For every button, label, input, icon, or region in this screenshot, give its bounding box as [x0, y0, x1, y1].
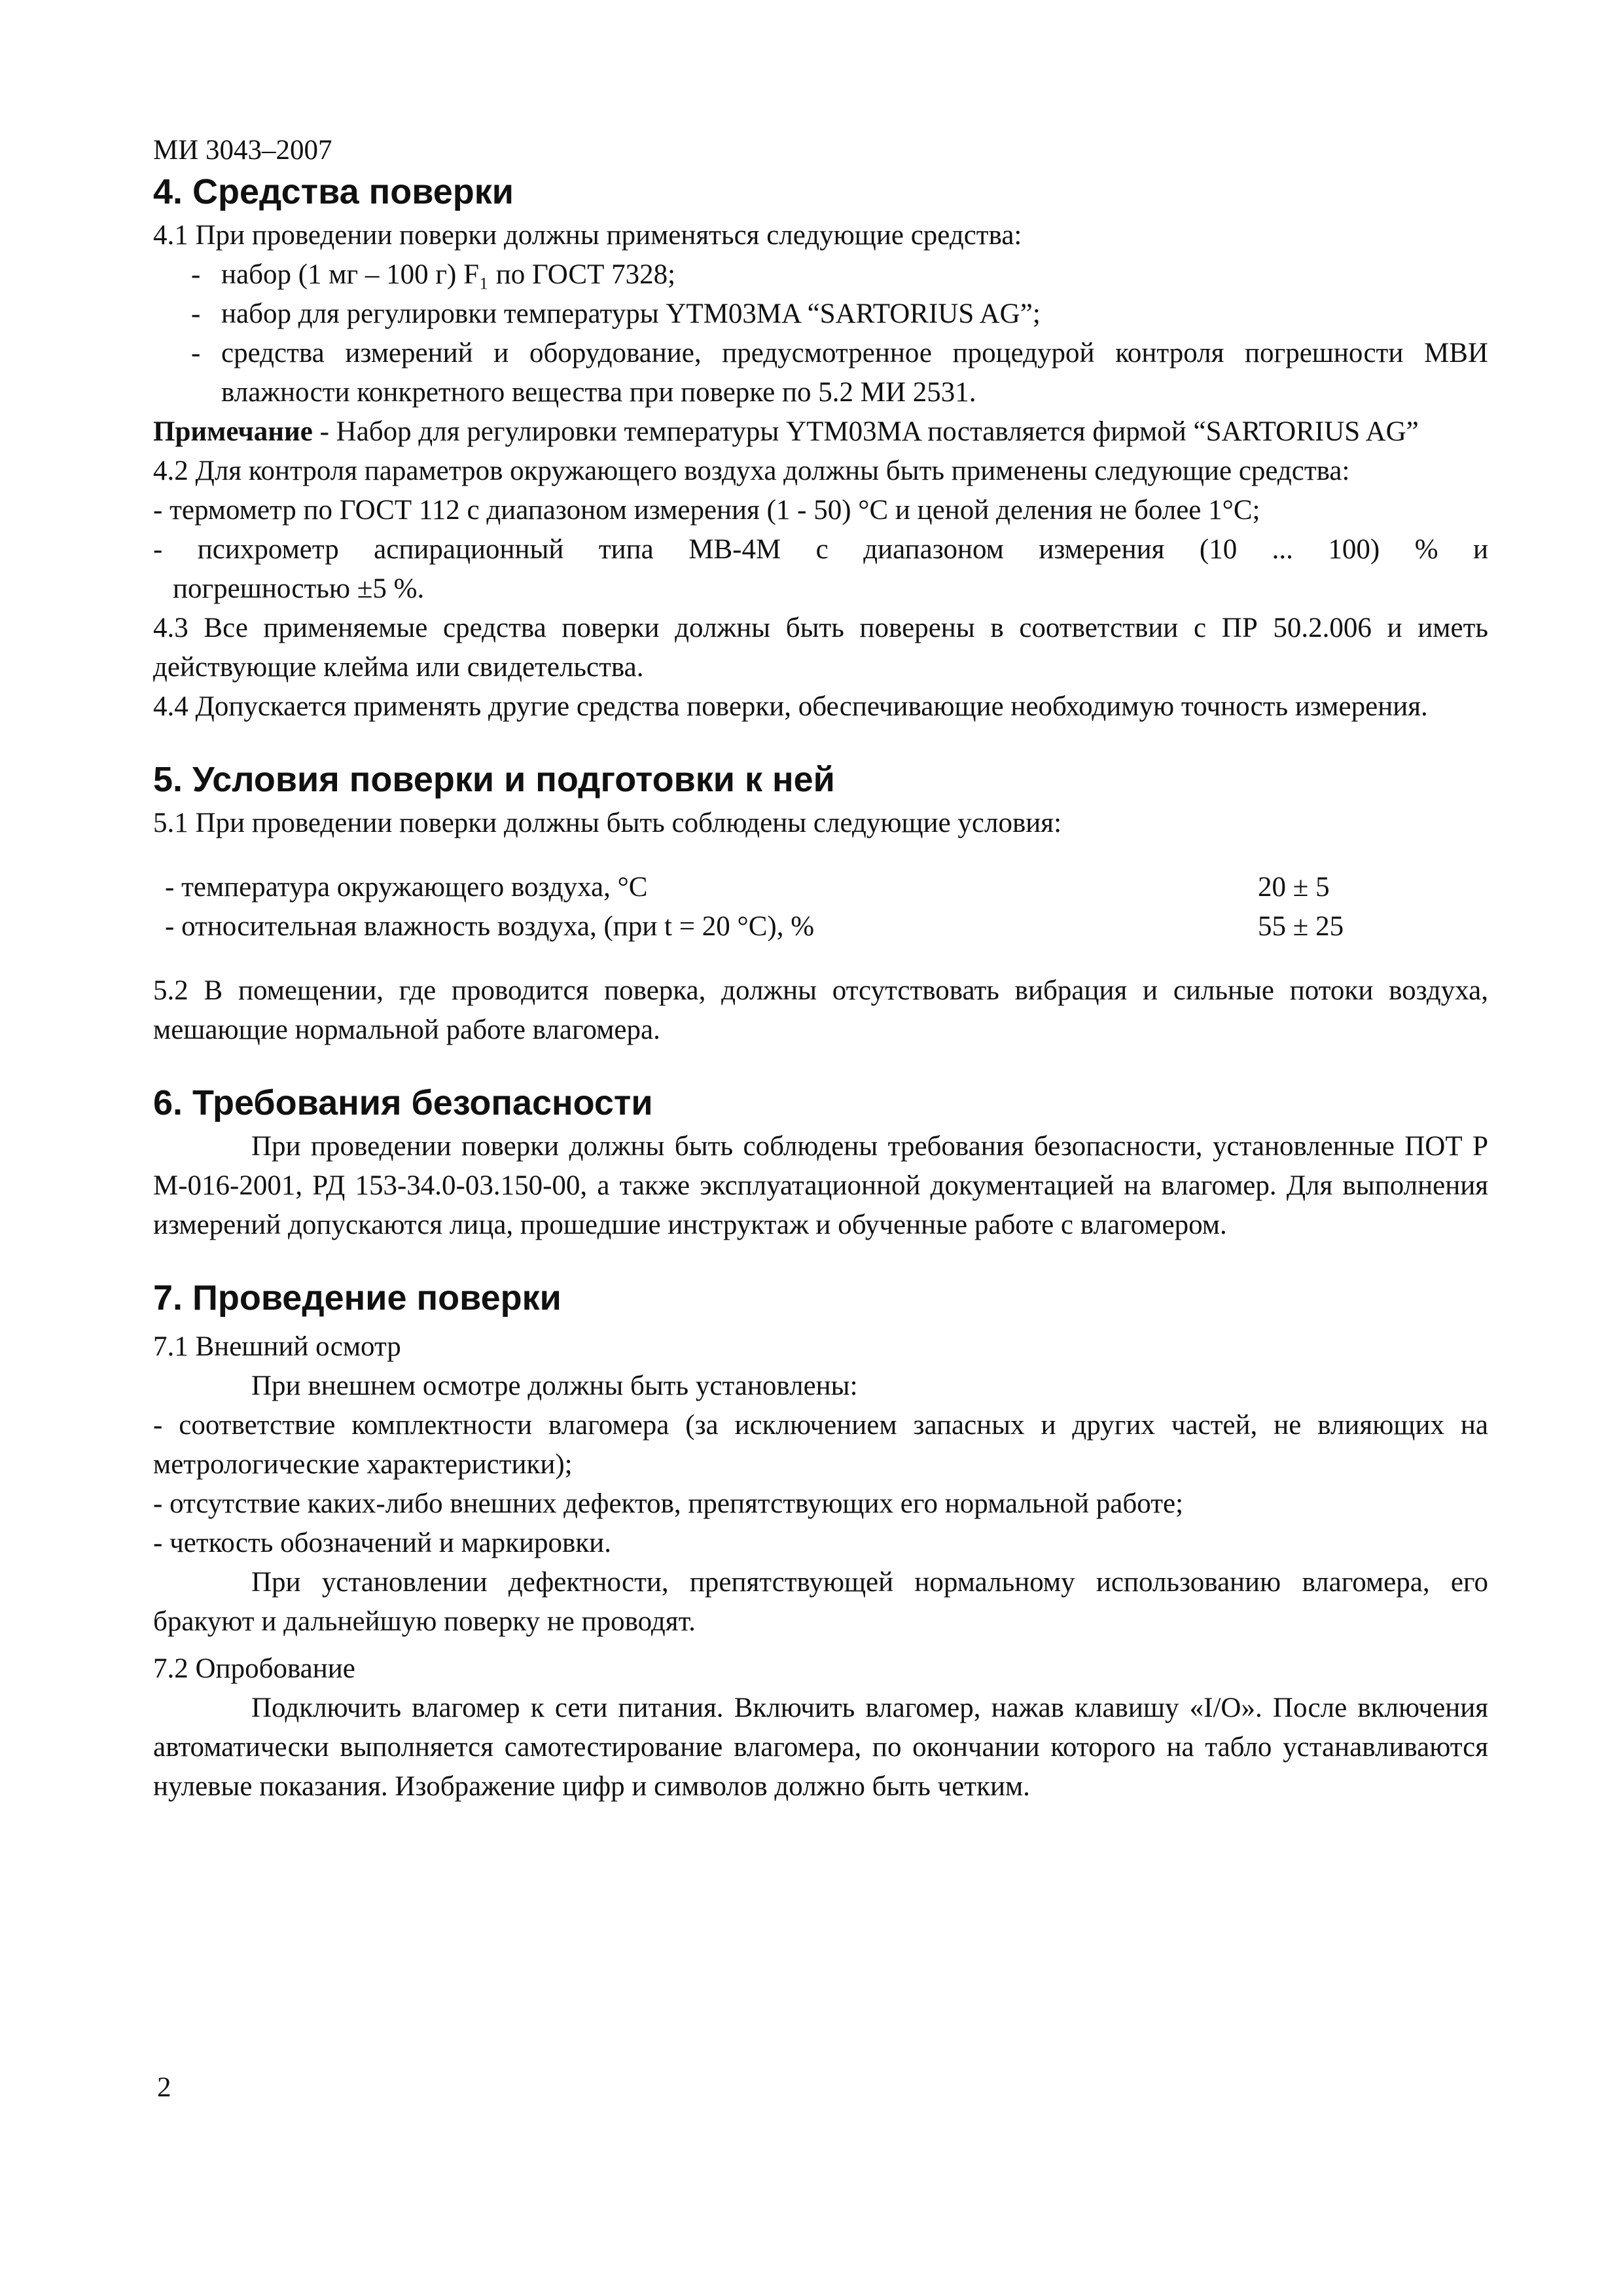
condition-label: - относительная влажность воздуха, (при t = 20 °С), % [165, 911, 815, 942]
list-item: - отсутствие каких-либо внешних дефектов, препятствующих его нормальной работе; [153, 1488, 1184, 1519]
subsection-7-2-title: 7.2 Опробование [153, 1653, 355, 1684]
paragraph-4-2: 4.2 Для контроля параметров окружающего воздуха должны быть применены следующие средства: [153, 456, 1350, 486]
note-text: - Набор для регулировки температуры YTM03MA поставляется фирмой “SARTORIUS AG” [312, 416, 1419, 447]
conditions-table [165, 868, 1421, 946]
list-item: - набор для регулировки температуры YTM03MA “SARTORIUS AG”; [191, 295, 1488, 334]
paragraph-5-2: 5.2 В помещении, где проводится поверка, должны отсутствовать вибрация и сильные потоки воздуха, мешающие нормальной работе влагомера. [153, 975, 1488, 1045]
list-item: - четкость обозначений и маркировки. [153, 1528, 611, 1558]
page-number: 2 [157, 2072, 171, 2103]
section-5-title: 5. Условия поверки и подготовки к ней [153, 760, 835, 799]
table-row [165, 907, 1421, 946]
paragraph-7-2: Подключить влагомер к сети питания. Включить влагомер, нажав клавишу «I/O». После включения автоматически выполняется самотестирование влагомера, по окончании которого на табло устанавливаются нулевые показания. Изображение цифр и символов должно быть четким. [153, 1693, 1488, 1802]
list-4-1 [153, 255, 1488, 412]
section-6-title: 6. Требования безопасности [153, 1083, 653, 1122]
list-item-continuation: погрешностью ±5 %. [173, 573, 425, 604]
list-item: - средства измерений и оборудование, предусмотренное процедурой контроля погрешности МВИ влажности конкретного вещества при поверке по 5.2 МИ 2531. [191, 334, 1488, 412]
subsection-7-1-title: 7.1 Внешний осмотр [153, 1331, 401, 1362]
section-4-title: 4. Средства поверки [153, 172, 514, 211]
note-label: Примечание [153, 416, 313, 447]
table-row [165, 868, 1421, 907]
list-item: - набор (1 мг – 100 г) F₁ по ГОСТ 7328; [191, 255, 1488, 295]
condition-value: 55 ± 25 [1258, 911, 1344, 942]
paragraph-4-4: 4.4 Допускается применять другие средства поверки, обеспечивающие необходимую точность измерения. [153, 691, 1428, 722]
paragraph-4-1: 4.1 При проведении поверки должны применяться следующие средства: [153, 220, 1022, 251]
paragraph-7-1-end: При установлении дефектности, препятствующей нормальному использованию влагомера, его бракуют и дальнейшую поверку не проводят. [153, 1567, 1488, 1637]
paragraph-5-1: 5.1 При проведении поверки должны быть соблюдены следующие условия: [153, 808, 1062, 838]
list-item: - термометр по ГОСТ 112 с диапазоном измерения (1 - 50) °С и ценой деления не более 1°С; [153, 495, 1260, 526]
list-item: - психрометр аспирационный типа МВ-4М с диапазоном измерения (10 ... 100) % и [153, 534, 1488, 565]
note [153, 412, 1488, 452]
paragraph-6: При проведении поверки должны быть соблюдены требования безопасности, установленные ПОТ Р М-016-2001, РД 153-34.0-03.150-00, а также эксплуатационной документацией на влагомер. Для выполнения измерений допускаются лица, прошедшие инструктаж и обученные работе с влагомером. [153, 1131, 1488, 1240]
paragraph-7-1-intro: При внешнем осмотре должны быть установлены: [251, 1371, 858, 1401]
condition-label: - температура окружающего воздуха, °С [165, 872, 648, 903]
list-item: - соответствие комплектности влагомера (за исключением запасных и других частей, не влияющих на метрологические характеристики); [153, 1410, 1488, 1480]
section-7-title: 7. Проведение поверки [153, 1278, 562, 1318]
document-page [153, 131, 1488, 1806]
paragraph-4-3: 4.3 Все применяемые средства поверки должны быть поверены в соответствии с ПР 50.2.006 и иметь действующие клейма или свидетельства. [153, 613, 1488, 683]
document-code: МИ 3043–2007 [153, 135, 332, 166]
condition-value: 20 ± 5 [1258, 872, 1330, 903]
